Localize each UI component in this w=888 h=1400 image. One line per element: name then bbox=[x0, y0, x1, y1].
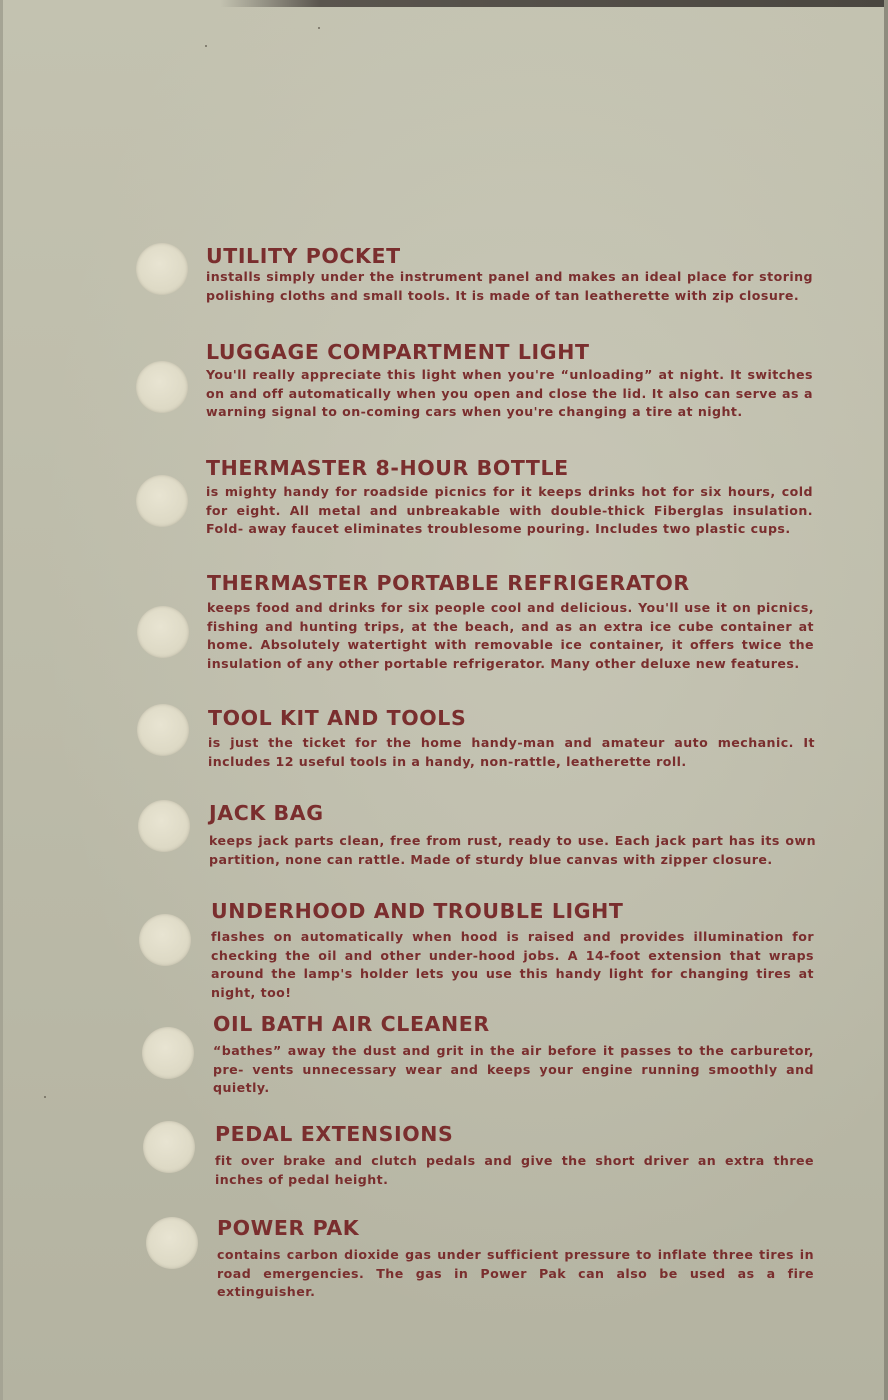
accessory-description: contains carbon dioxide gas under sufficient pressure to inflate three tires in road emergencies. The gas in Power Pak can also be used as a fire extinguisher. bbox=[217, 1247, 814, 1299]
accessory-title: PEDAL EXTENSIONS bbox=[215, 1122, 454, 1146]
binder-hole-icon bbox=[139, 914, 191, 966]
binder-hole-icon bbox=[136, 243, 188, 295]
accessory-description: installs simply under the instrument panel and makes an ideal place for storing polishing cloths and small tools. It is made of tan leatherette with zip closure. bbox=[206, 269, 813, 303]
page-right-edge bbox=[884, 0, 888, 1400]
paper-speck bbox=[205, 45, 207, 47]
binder-hole-icon bbox=[142, 1027, 194, 1079]
accessory-title: OIL BATH AIR CLEANER bbox=[213, 1012, 490, 1036]
accessory-title: THERMASTER PORTABLE REFRIGERATOR bbox=[207, 571, 690, 595]
accessory-description: flashes on automatically when hood is raised and provides illumination for checking the oil and other under-hood jobs. A 14-foot extension that wraps around the lamp's holder lets you use this handy light for changing tires at night, too! bbox=[211, 929, 814, 1000]
accessory-title: POWER PAK bbox=[217, 1216, 360, 1240]
accessory-title: THERMASTER 8-HOUR BOTTLE bbox=[206, 456, 569, 480]
accessory-description: is mighty handy for roadside picnics for it keeps drinks hot for six hours, cold for eight. All metal and unbreakable with double-thick Fiberglas insulation. Fold- away faucet eliminates troublesome pouring. Includes two plastic cups. bbox=[206, 484, 813, 536]
accessory-title: UNDERHOOD AND TROUBLE LIGHT bbox=[211, 899, 624, 923]
binder-hole-icon bbox=[137, 704, 189, 756]
page-top-edge-shadow bbox=[220, 0, 888, 7]
accessory-description: fit over brake and clutch pedals and give the short driver an extra three inches of pedal height. bbox=[215, 1153, 814, 1187]
accessory-description: keeps jack parts clean, free from rust, ready to use. Each jack part has its own partition, none can rattle. Made of sturdy blue canvas with zipper closure. bbox=[209, 833, 816, 867]
page-left-edge bbox=[0, 0, 3, 1400]
accessory-title: TOOL KIT AND TOOLS bbox=[208, 706, 467, 730]
accessory-title: UTILITY POCKET bbox=[206, 244, 401, 268]
binder-hole-icon bbox=[136, 361, 188, 413]
binder-hole-icon bbox=[137, 606, 189, 658]
accessory-title: JACK BAG bbox=[209, 801, 324, 825]
accessory-description: You'll really appreciate this light when you're “unloading” at night. It switches on and off automatically when you open and close the lid. It also can serve as a warning signal to on-coming cars when you're changing a tire at night. bbox=[206, 367, 813, 419]
binder-hole-icon bbox=[143, 1121, 195, 1173]
accessory-title: LUGGAGE COMPARTMENT LIGHT bbox=[206, 340, 590, 364]
binder-hole-icon bbox=[136, 475, 188, 527]
accessory-description: “bathes” away the dust and grit in the air before it passes to the carburetor, pre- vents unnecessary wear and keeps your engine running smoothly and quietly. bbox=[213, 1043, 814, 1095]
accessory-description: keeps food and drinks for six people cool and delicious. You'll use it on picnics, fishing and hunting trips, at the beach, and as an extra ice cube container at home. Absolutely watertight with removable ice container, it offers twice the insulation of any other portable refrigerator. Many other deluxe new features. bbox=[207, 600, 814, 671]
paper-speck bbox=[318, 27, 320, 29]
binder-hole-icon bbox=[146, 1217, 198, 1269]
accessory-description: is just the ticket for the home handy-man and amateur auto mechanic. It includes 12 useful tools in a handy, non-rattle, leatherette roll. bbox=[208, 735, 815, 769]
binder-hole-icon bbox=[138, 800, 190, 852]
paper-speck bbox=[44, 1096, 46, 1098]
